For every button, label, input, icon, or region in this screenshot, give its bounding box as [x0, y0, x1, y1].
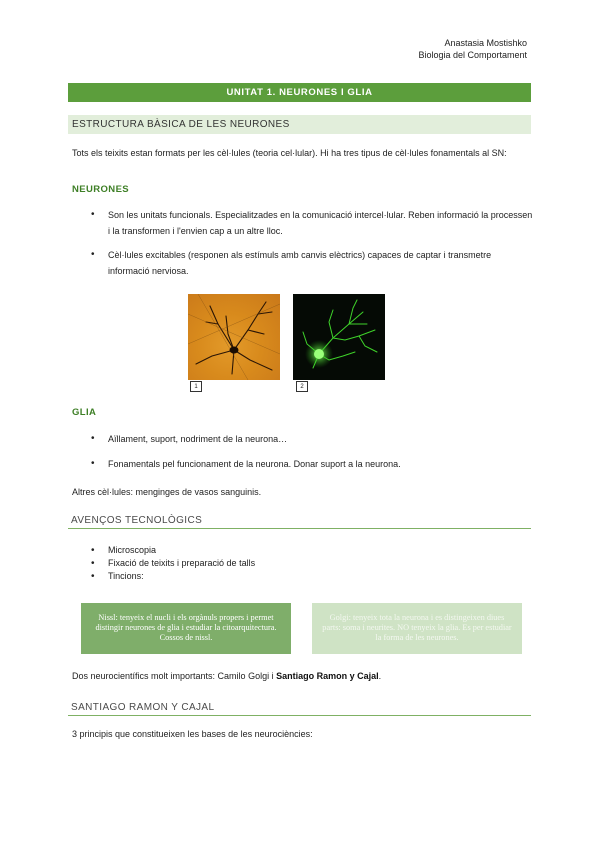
glia-bullet: • Aïllament, suport, nodriment de la neurona… [108, 431, 533, 447]
image-label-2: 2 [296, 381, 308, 392]
section-heading-structure: ESTRUCTURA BÀSICA DE LES NEURONES [68, 115, 531, 134]
scientists-suffix: . [378, 671, 382, 681]
other-cells-paragraph: Altres cèl·lules: menginges de vasos sanguinis. [72, 487, 262, 497]
scientists-paragraph [72, 668, 530, 684]
tech-bullet: • Fixació de teixits i preparació de talls [108, 557, 533, 570]
neurones-heading: NEURONES [72, 184, 130, 195]
section-heading-cajal: SANTIAGO RAMON Y CAJAL [68, 700, 531, 716]
neurones-bullet: • Cèl·lules excitables (responen als estímuls amb canvis elèctrics) capaces de captar i transmetre informació nerviosa. [108, 247, 533, 279]
neuron-fluorescent-image-green [293, 294, 385, 380]
document-header [418, 37, 527, 61]
cajal-intro-paragraph: 3 principis que constitueixen les bases de les neurociències: [72, 729, 313, 739]
tech-bullet: • Tincions: [108, 570, 533, 583]
tech-bullet: • Microscopia [108, 544, 533, 557]
unit-title-banner: UNITAT 1. NEURONES I GLIA [68, 83, 531, 102]
neuron-drawing-green [293, 294, 385, 380]
neuron-stain-image-orange [188, 294, 280, 380]
neuron-drawing-dark [188, 294, 280, 380]
author-name: Anastasia Mostishko [444, 38, 527, 48]
golgi-stain-box: Golgi: tenyeix tota la neurona i es distingeixen diues parts: soma i neurites. NO tenyeix la glia. Es per estudiar la forma de les neurones. [312, 603, 522, 654]
glia-bullet: • Fonamentals pel funcionament de la neurona. Donar suport a la neurona. [108, 456, 533, 472]
section-heading-tech: AVENÇOS TECNOLÒGICS [68, 513, 531, 529]
glia-heading: GLIA [72, 407, 97, 418]
image-label-1: 1 [190, 381, 202, 392]
intro-paragraph: Tots els teixits estan formats per les cèl·lules (teoria cel·lular). Hi ha tres tipus de cèl·lules fonamentals al SN: [72, 148, 507, 158]
scientists-prefix: Dos neurocientífics molt importants: Camilo Golgi i [72, 671, 277, 681]
nissl-stain-box: Nissl: tenyeix el nucli i els orgànuls propers i permet distingir neurones de glia i estudiar la citoarquitectura. Cossos de nissl. [81, 603, 291, 654]
cajal-name: Santiago Ramon y Cajal [276, 671, 379, 681]
neurones-bullet: • Son les unitats funcionals. Especialitzades en la comunicació intercel·lular. Reben informació la processen i la transformen i l'envien cap a un altre lloc. [108, 207, 533, 239]
subject-name: Biologia del Comportament [418, 50, 527, 60]
